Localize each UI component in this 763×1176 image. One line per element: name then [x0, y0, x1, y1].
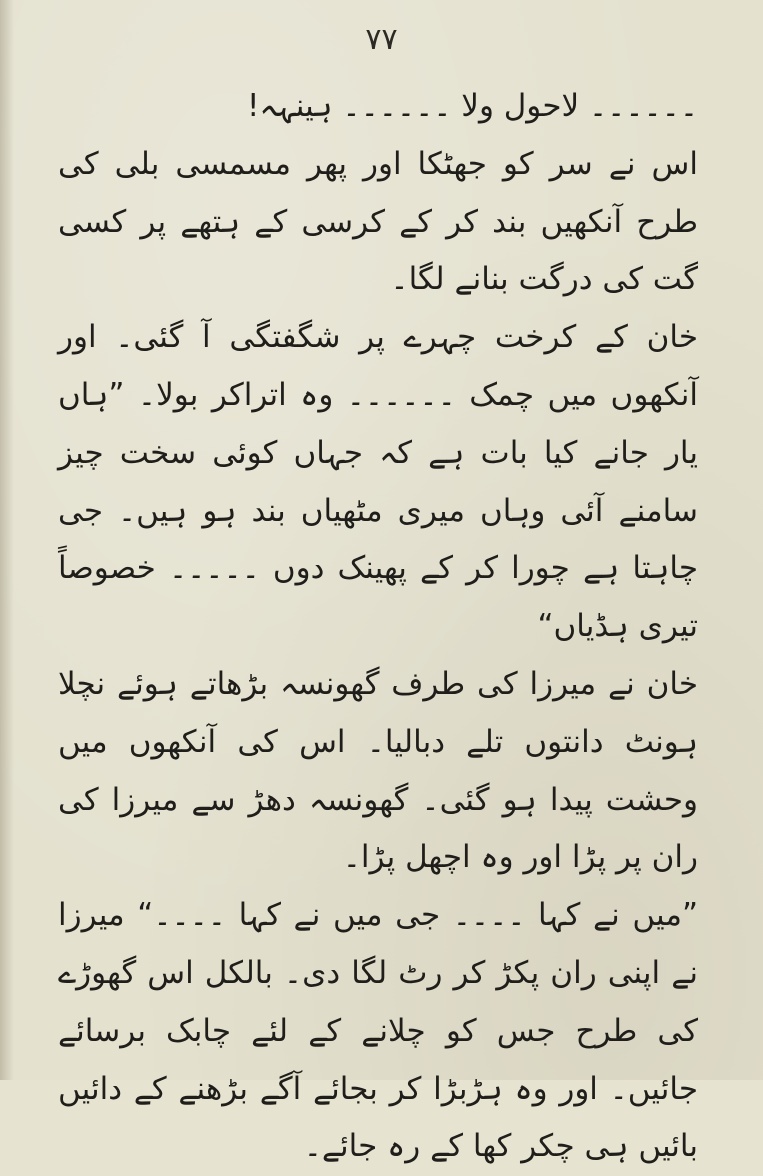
paragraph-khan-punch: خان نے میرزا کی طرف گھونسہ بڑھاتے ہوئے نچلا ہونٹ دانتوں تلے دبالیا۔ اس کی آنکھوں میں وحشت پیدا ہو گئی۔ گھونسہ دھڑ سے میرزا کی ران پر پڑا اور وہ اچھل پڑا۔: [58, 665, 698, 876]
paragraph-cat-eyes: اس نے سر کو جھٹکا اور پھر مسمسی بلی کی طرح آنکھیں بند کر کے کرسی کے ہتھے پر کسی گت کی درگت بنانے لگا۔: [58, 145, 698, 298]
paragraph-exclamation: ۔۔۔۔۔۔ لاحول ولا ۔۔۔۔۔۔ ہینہہ!: [246, 88, 698, 124]
page-body-text: [58, 78, 698, 1176]
paragraph-khan-speech: خان کے کرخت چہرے پر شگفتگی آ گئی۔ اور آنکھوں میں چمک ۔۔۔۔۔۔ وہ اتراکر بولا۔ ”ہاں یار جانے کیا بات ہے کہ جہاں کوئی سخت چیز سامنے آئی وہاں میری مٹھیاں بند ہو ہیں۔ جی چاہتا ہے چورا کر کے پھینک دوں ۔۔۔۔۔ خصوصاً تیری ہڈیاں“: [58, 319, 698, 645]
paragraph-mirza-reaction: ”میں نے کہا ۔۔۔۔ جی میں نے کہا ۔۔۔۔“ میرزا نے اپنی ران پکڑ کر رٹ لگا دی۔ بالکل اس گھوڑے کی طرح جس کو چلانے کے لئے چابک برسائے جائیں۔ اور وہ ہڑبڑا کر بجائے آگے بڑھنے کے دائیں بائیں ہی چکر کھا کے رہ جائے۔: [58, 897, 698, 1165]
page-number: ۷۷: [365, 22, 398, 57]
page-edge-shadow: [0, 0, 14, 1080]
